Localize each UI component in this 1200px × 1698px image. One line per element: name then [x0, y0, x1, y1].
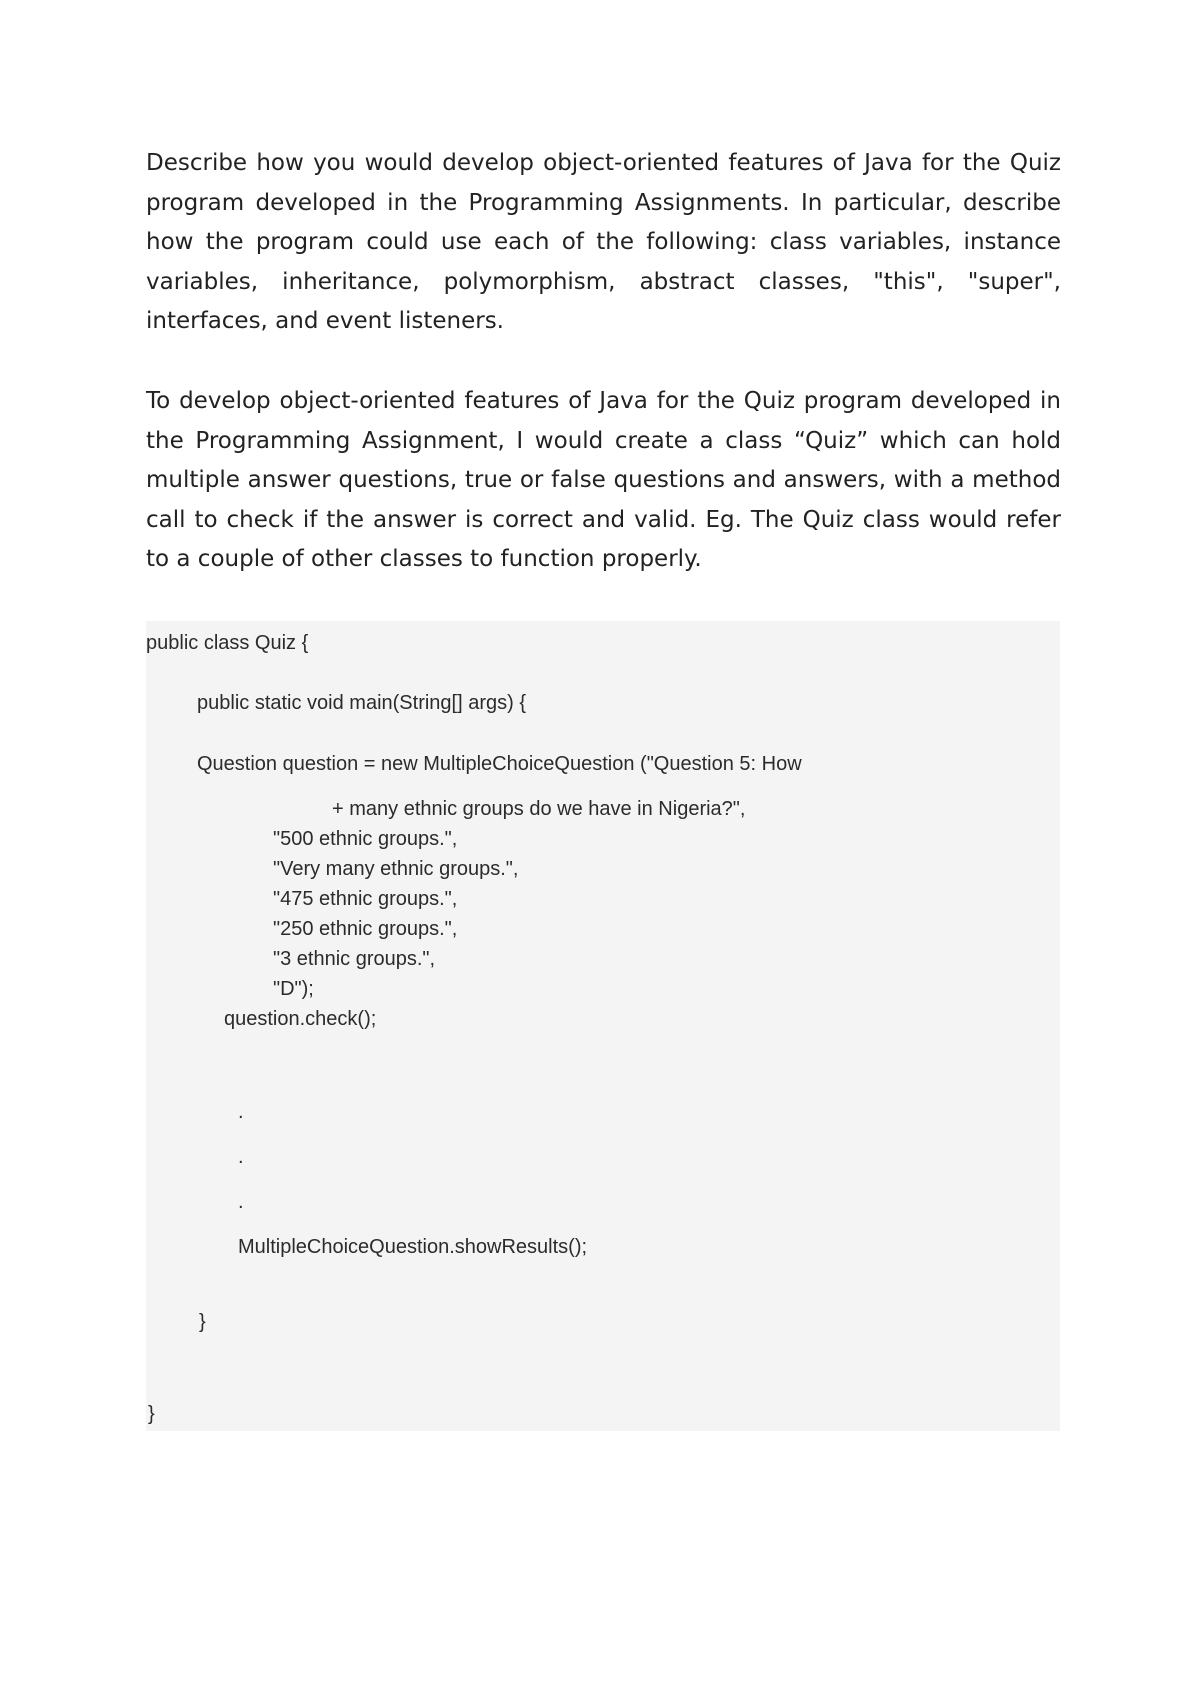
code-question-continuation: + many ethnic groups do we have in Nigeria?",: [332, 798, 746, 820]
code-option-line: "475 ethnic groups.",: [273, 888, 458, 910]
code-answer-argument: "D");: [273, 978, 314, 1000]
code-option-line: "3 ethnic groups.",: [273, 948, 436, 970]
code-option-line: "Very many ethnic groups.",: [273, 858, 519, 880]
answer-paragraph: To develop object-oriented features of Java for the Quiz program developed in the Programming Assignment, I would create a class “Quiz” which can hold multiple answer questions, true or false questions and answers, with a method call to check if the answer is correct and valid. Eg. The Quiz class would refer to a couple of other classes to function properly.: [146, 388, 1061, 572]
code-ellipsis-dot: .: [238, 1101, 244, 1123]
code-ellipsis-dot: .: [238, 1146, 244, 1168]
code-main-declaration: public static void main(String[] args) {: [197, 692, 527, 714]
code-main-closing-brace: }: [199, 1311, 206, 1333]
code-question-declaration: Question question = new MultipleChoiceQuestion ("Question 5: How: [197, 753, 802, 775]
code-class-declaration: public class Quiz {: [146, 632, 309, 654]
code-option-line: "250 ethnic groups.",: [273, 918, 458, 940]
code-check-call: question.check();: [224, 1008, 377, 1030]
code-ellipsis-dot: .: [238, 1191, 244, 1213]
code-show-results-call: MultipleChoiceQuestion.showResults();: [238, 1236, 588, 1258]
code-option-line: "500 ethnic groups.",: [273, 828, 458, 850]
code-class-closing-brace: }: [148, 1403, 155, 1425]
question-paragraph: Describe how you would develop object-oriented features of Java for the Quiz program developed in the Programming Assignments. In particular, describe how the program could use each of the following: class variables, instance variables, inheritance, polymorphism, abstract classes, "this", "super", interfaces, and event listeners.: [146, 150, 1061, 334]
